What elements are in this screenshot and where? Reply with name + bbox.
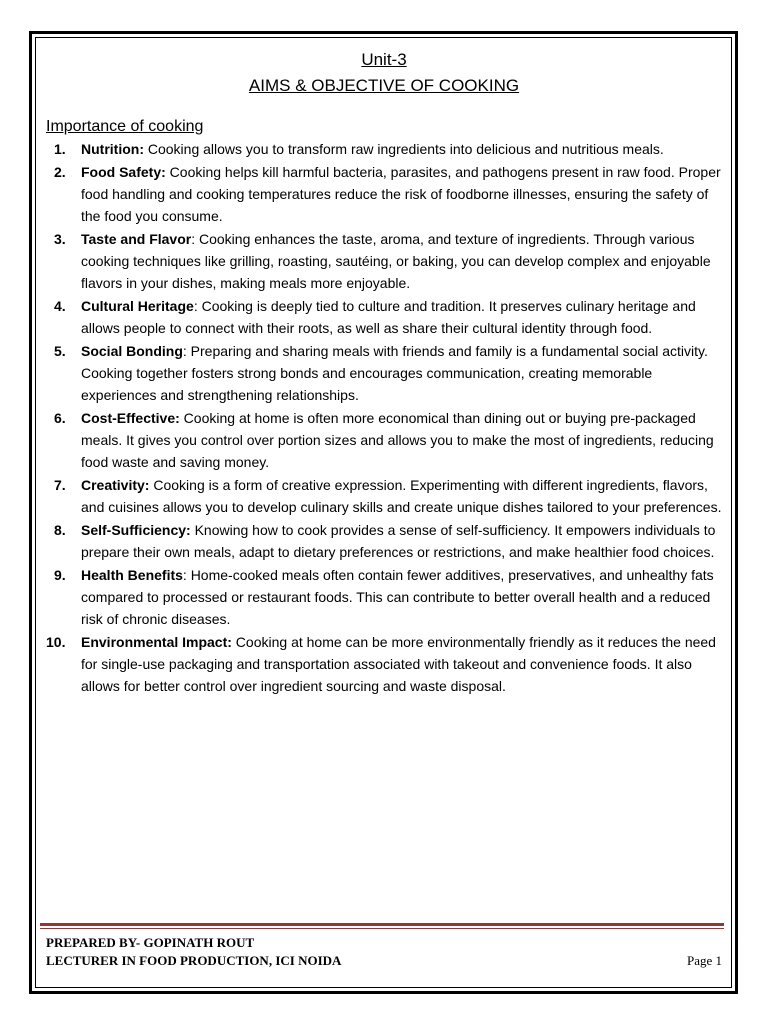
- prepared-by: PREPARED BY- GOPINATH ROUT: [46, 935, 255, 950]
- item-text: : Cooking is deeply tied to culture and tradition. It preserves culinary heritage and allows people to connect with their roots, as well as share their cultural identity through food.: [81, 298, 696, 336]
- footer-rule-thin: [40, 928, 724, 929]
- item-number: 5.: [54, 343, 66, 359]
- item-number: 6.: [54, 410, 66, 426]
- list-item: [46, 295, 722, 339]
- item-term: Self-Sufficiency:: [81, 522, 191, 538]
- item-term: Health Benefits: [81, 567, 183, 583]
- list-item: [46, 340, 722, 406]
- item-term: Cultural Heritage: [81, 298, 194, 314]
- page-footer: [46, 934, 722, 970]
- item-text: Cooking at home is often more economical than dining out or buying pre-packaged meals. It gives you control over portion sizes and allows you to make the most of ingredients, reducing food waste and saving money.: [81, 410, 714, 470]
- footer-rule-thick: [40, 923, 724, 926]
- item-term: Cost-Effective:: [81, 410, 180, 426]
- page-title: AIMS & OBJECTIVE OF COOKING: [248, 76, 520, 95]
- document-body: [46, 48, 722, 698]
- footer-divider: [40, 923, 724, 929]
- page-number: Page 1: [686, 953, 722, 968]
- lecturer-line: LECTURER IN FOOD PRODUCTION, ICI NOIDA: [46, 953, 342, 968]
- item-number: 2.: [54, 164, 66, 180]
- item-number: 7.: [54, 477, 66, 493]
- item-number: 10.: [46, 634, 66, 650]
- item-term: Taste and Flavor: [81, 231, 192, 247]
- list-item: [46, 161, 722, 227]
- item-text: : Home-cooked meals often contain fewer additives, preservatives, and unhealthy fats compared to processed or restaurant foods. This can contribute to better overall health and a reduced risk of chronic diseases.: [81, 567, 714, 627]
- item-number: 3.: [54, 231, 66, 247]
- list-item: [46, 564, 722, 630]
- item-text: Knowing how to cook provides a sense of self-sufficiency. It empowers individuals to prepare their own meals, adapt to dietary preferences or restrictions, and make healthier food choices.: [81, 522, 716, 560]
- list-item: [46, 407, 722, 473]
- item-text: Cooking helps kill harmful bacteria, parasites, and pathogens present in raw food. Proper food handling and cooking temperatures reduce the risk of foodborne illnesses, ensuring the safety of the food you consume.: [81, 164, 721, 224]
- importance-list: [46, 138, 722, 697]
- item-text: : Preparing and sharing meals with friends and family is a fundamental social activity. Cooking together fosters strong bonds and encourages communication, creating memorable experiences and strengthening relationships.: [81, 343, 708, 403]
- item-number: 9.: [54, 567, 66, 583]
- item-text: Cooking allows you to transform raw ingredients into delicious and nutritious meals.: [143, 141, 664, 157]
- item-number: 4.: [54, 298, 66, 314]
- item-number: 1.: [54, 141, 66, 157]
- item-term: Environmental Impact:: [81, 634, 232, 650]
- list-item: [46, 474, 722, 518]
- list-item: [46, 519, 722, 563]
- item-number: 8.: [54, 522, 66, 538]
- item-text: : Cooking enhances the taste, aroma, and texture of ingredients. Through various cooking techniques like grilling, roasting, sautéing, or baking, you can develop complex and enjoyable flavors in your dishes, making meals more enjoyable.: [81, 231, 711, 291]
- item-text: Cooking is a form of creative expression. Experimenting with different ingredients, flavors, and cuisines allows you to develop culinary skills and create unique dishes tailored to your preferences.: [81, 477, 722, 515]
- list-item: [46, 138, 722, 160]
- item-term: Creativity:: [81, 477, 150, 493]
- list-item: [46, 228, 722, 294]
- item-term: Nutrition:: [81, 141, 144, 157]
- item-term: Food Safety:: [81, 164, 166, 180]
- item-text: Cooking at home can be more environmentally friendly as it reduces the need for single-use packaging and transportation associated with takeout and convenience foods. It also allows for better control over ingredient sourcing and waste disposal.: [81, 634, 716, 694]
- item-term: Social Bonding: [81, 343, 183, 359]
- unit-heading: Unit-3: [361, 50, 407, 69]
- section-heading: Importance of cooking: [46, 118, 204, 135]
- list-item: [46, 631, 722, 697]
